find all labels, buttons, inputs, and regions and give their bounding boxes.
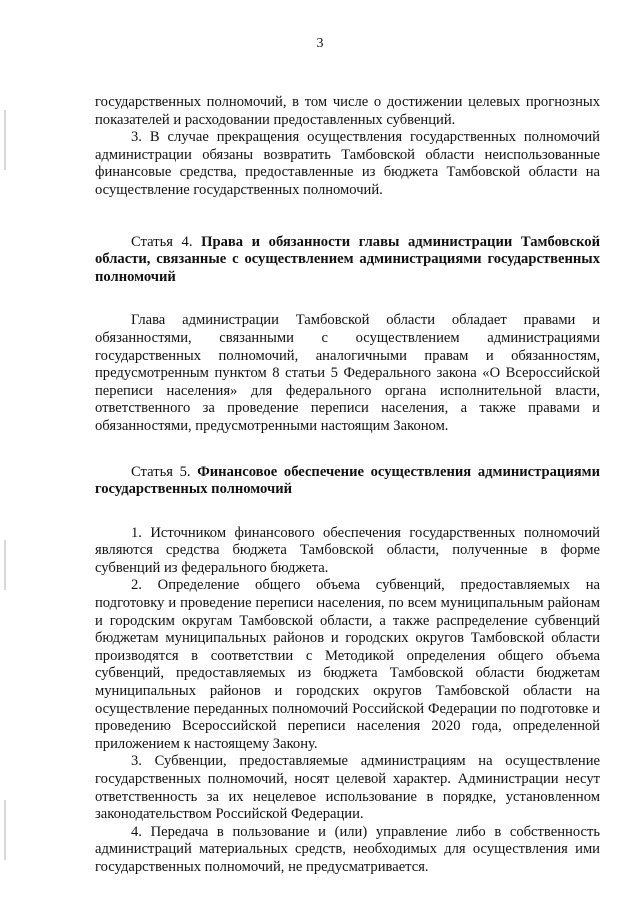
article-5-item-1: 1. Источником финансового обеспечения государственных полномочий являются средства бюджета Тамбовской области, полученные в форме субвенций из федерального бюджета. [95, 524, 600, 576]
scan-edge-mark [4, 800, 6, 860]
paragraph-continuation: государственных полномочий, в том числе о достижении целевых прогнозных показателей и расходовании предоставленных субвенций. [95, 94, 600, 128]
article-4-label: Статья 4. [131, 233, 193, 250]
article-4-heading [95, 234, 600, 287]
article-4-body: Глава администрации Тамбовской области обладает правами и обязанностями, связанными с осуществлением администрациями государственных полномочий, аналогичными правам и обязанностям, предусмотренным пунктом 8 статьи 5 Федерального закона «О Всероссийской переписи населения» для федерального органа исполнительной власти, ответственного за проведение переписи населения, а также правами и обязанностями, предусмотренными настоящим Законом. [95, 312, 600, 434]
article-5-item-3: 3. Субвенции, предоставляемые администрациям на осуществление государственных полномочий, носят целевой характер. Администрации несут ответственность за их нецелевое использование в порядке, установленном законодательством Российской Федерации. [95, 753, 600, 823]
article-5-heading [95, 464, 600, 499]
page-number: 3 [316, 36, 324, 51]
scan-edge-mark [4, 540, 6, 590]
article-5-item-2: 2. Определение общего объема субвенций, предоставляемых на подготовку и проведение переписи населения, по всем муниципальным районам и городским округам Тамбовской области, а также распределение субвенций бюджетам муниципальных районов и городских округов Тамбовской области производятся в соответствии с Методикой определения общего объема субвенций, предоставляемых из бюджета Тамбовской области бюджетам муниципальных районов и городских округов Тамбовской области на осуществление переданных полномочий Российской Федерации по подготовке и проведению Всероссийской переписи населения 2020 года, определенной приложением к настоящему Закону. [95, 577, 600, 752]
article-4-title: Права и обязанности главы администрации Тамбовской области, связанные с осуществлением администрациями государственных полномочий [95, 233, 600, 285]
article-5-title: Финансовое обеспечение осуществления администрациями государственных полномочий [95, 463, 600, 498]
article-5-item-4: 4. Передача в пользование и (или) управление либо в собственность администраций материальных средств, необходимых для осуществления ими государственных полномочий, не предусматривается. [95, 823, 600, 875]
paragraph-item-3: 3. В случае прекращения осуществления государственных полномочий администрации обязаны возвратить Тамбовской области неиспользованные финансовые средства, предоставленные из бюджета Тамбовской области на осуществление государственных полномочий. [95, 129, 600, 198]
document-body [95, 94, 600, 877]
article-5-label: Статья 5. [131, 463, 191, 480]
scan-edge-mark [4, 110, 6, 170]
